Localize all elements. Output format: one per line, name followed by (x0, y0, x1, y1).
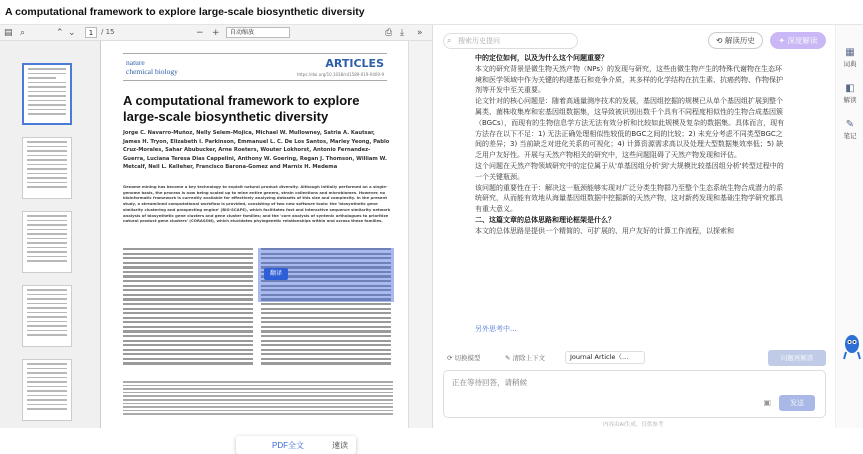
clear-context-button[interactable]: ✎ 清除上下文 (505, 354, 546, 362)
reinterpret-button[interactable]: 问题再解读 (768, 350, 826, 366)
interpret-icon: ◧ (845, 83, 855, 94)
tab-pdf-full[interactable]: PDF全文 (272, 441, 304, 450)
pdf-scrollbar[interactable] (408, 41, 432, 428)
history-button[interactable]: ⟲ 解读历史 (708, 32, 763, 49)
find-icon[interactable]: ⌕ (20, 28, 26, 38)
answer-heading: 二、这篇文章的总体思路和理论框架是什么？ (475, 215, 615, 224)
search-icon: ⌕ (447, 36, 452, 45)
thumbnail-page-3[interactable] (22, 211, 72, 273)
switch-model-label: 切换模型 (454, 354, 481, 362)
sidebar-item-label: 笔记 (843, 132, 857, 140)
sidebar-item-interpret[interactable] (838, 83, 862, 104)
page-number-input[interactable]: 1 (85, 27, 97, 38)
answer-paragraph: 论文针对的核心问题是：随着高通量测序技术的发展，基因组挖掘的规模已从单个基因组扩展到整个属类、菌株收集库和宏基因组数据集，这导致被识别出数千个具有不同程度相似性的生物合成基因簇（BGCs），而现有的生物信息学方法无法有效分析和比较如此规模及复杂的数据集。具体而言，现有方法存在以下不足：1) 无法正确处理相似性较低的BGC之间的比较；2) 未充分考虑不同类型BGC之间的差异；3) 当前缺乏对进化关系的可视化；4) 计算资源需求高以及处理大型数据集效率低；5) 缺乏用户友好性。开展与天然产物相关的研究中，这些问题阻碍了天然产物发现和评估。 (475, 97, 785, 160)
thinking-status: 另外思考中... (475, 325, 517, 333)
answer-paragraph: 该问题的重要性在于：解决这一瓶颈能够实现对广泛分类生物群乃至整个生态系统生物合成潜力的系统研究，从而能有效地从海量基因组数据中挖掘新的天然产物，这对新药发现和基础生物学研究都具有重大意义。 (475, 183, 783, 214)
answer-paragraph: 这个问题在天然产物领域研究中的定位属于从'单基因组分析'到'大规模比较基因组分析'转型过程中的一个关键瓶颈。 (475, 161, 784, 181)
view-tabs (236, 436, 356, 454)
zoom-in-icon[interactable]: + (212, 28, 220, 38)
pdf-page (101, 41, 408, 450)
ai-reading-panel (432, 25, 835, 428)
sidebar-item-label: 解读 (843, 96, 857, 104)
right-sidebar (835, 25, 863, 428)
book-icon: ▦ (845, 47, 855, 58)
question-input-box (443, 370, 826, 418)
thumbnail-page-1[interactable] (22, 63, 72, 125)
thumbnail-page-2[interactable] (22, 137, 72, 199)
send-button[interactable]: 发送 (779, 395, 815, 411)
thumbnail-page-5[interactable] (22, 359, 72, 421)
doi[interactable]: https://doi.org/10.1038/s41589-019-0400-9 (296, 72, 384, 77)
document-title: A computational framework to explore large-scale biosynthetic diversity (5, 6, 365, 18)
zoom-select[interactable]: 自动缩放 (226, 27, 290, 38)
journal-logo: nature chemical biology (126, 58, 178, 76)
pdf-toolbar (0, 25, 432, 41)
next-page-icon[interactable]: ⌄ (68, 28, 76, 38)
assistant-mascot-icon[interactable] (843, 332, 861, 362)
sidebar-toggle-icon[interactable]: ▤ (4, 28, 13, 38)
journal-banner (123, 53, 387, 81)
print-icon[interactable]: ⎙ (385, 28, 393, 38)
ai-disclaimer: 内容由AI生成，仅供参考 (603, 422, 664, 428)
header (0, 0, 863, 25)
attach-icon[interactable]: ▣ (763, 398, 771, 407)
history-search-input[interactable]: 搜索历史提问 (443, 33, 578, 49)
more-icon[interactable]: » (417, 28, 423, 38)
answer-paragraph: 本文的研究背景是微生物天然产物（NPs）的发现与研究，这些由微生物产生的特殊代谢物在生态环境和医学领域中作为关键的构建基石和竞争介质，其多样的化学结构在抗生素、抗癌药物、作物保护剂等开发中至关重要。 (475, 64, 783, 95)
history-label: 解读历史 (724, 36, 755, 45)
sidebar-item-dictionary[interactable] (838, 47, 862, 68)
body-column-left (123, 248, 253, 367)
translate-button[interactable]: 翻译 (264, 268, 288, 280)
paper-abstract: Genome mining has become a key technology to exploit natural product diversity. Although initially performed on a single-genome basis, the process is now being scaled up to mine entire genera, strain collections and microbiomes. However, no bioinformatic framework is currently available for effectively analyzing datasets of this size and complexity. In the present study, a streamlined computational workflow is provided, consisting of two new software tools: the 'biosynthetic gene similarity clustering and prospecting engine' (BiG-SCAPE), which facilitates fast and interactive sequence similarity network analysis of biosynthetic gene clusters and gene cluster families; and the 'core analysis of syntenic orthologues to prioritize natural product gene clusters' (CORASON), which elucidates phylogenetic relationships within and across these families. (123, 184, 391, 224)
paper-authors: Jorge C. Navarro-Muñoz, Nelly Selem-Mojica, Michael W. Mullowney, Satria A. Kautsar, James H. Tryon, Elizabeth I. Parkinson, Emmanuel L. C. De Los Santos, Marley Yeong, Pablo Cruz-Morales, Sahar Abubucker, Arne Roeters, Wouter Lokhorst, Antonio Fernandez-Guerra, Luciana Teresa Dias Cappelini, Anthony W. Goering, Regan J. Thomson, William W. Metcalf, Neil L. Kelleher, Francisco Barona-Gomez and Marnix H. Medema (123, 130, 390, 171)
tab-speed-read[interactable]: 速读 (332, 441, 348, 450)
answer-paragraph: 本文的总体思路是提供一个精简的、可扩展的、用户友好的计算工作流程，以探索和 (475, 226, 734, 235)
article-type-select[interactable]: Journal Article（… (565, 351, 645, 364)
zoom-out-icon[interactable]: − (196, 28, 204, 38)
answer-content (475, 53, 785, 237)
answer-paragraph: 中的定位如何，以及为什么这个问题重要？ (475, 54, 608, 62)
question-input[interactable] (452, 377, 712, 391)
switch-model-button[interactable]: ⟳ 切换模型 (447, 354, 481, 362)
thumbnail-panel (0, 41, 101, 428)
sidebar-item-label: 词典 (843, 60, 857, 68)
sidebar-item-notes[interactable] (838, 119, 862, 140)
deep-read-label: 深度解读 (787, 36, 818, 45)
footnotes (123, 381, 393, 417)
chat-tools (443, 350, 828, 366)
paper-title: A computational framework to explore large-scale biosynthetic diversity (123, 93, 360, 124)
thumbnail-page-4[interactable] (22, 285, 72, 347)
prev-page-icon[interactable]: ⌃ (56, 28, 64, 38)
article-tag: ARTICLES (325, 57, 384, 70)
download-icon[interactable]: ⤓ (400, 28, 404, 38)
deep-read-button[interactable]: ✦ 深度解读 (770, 32, 826, 49)
clear-context-label: 清除上下文 (512, 354, 546, 362)
page-total: / 15 (101, 28, 115, 36)
note-icon: ✎ (845, 119, 855, 130)
